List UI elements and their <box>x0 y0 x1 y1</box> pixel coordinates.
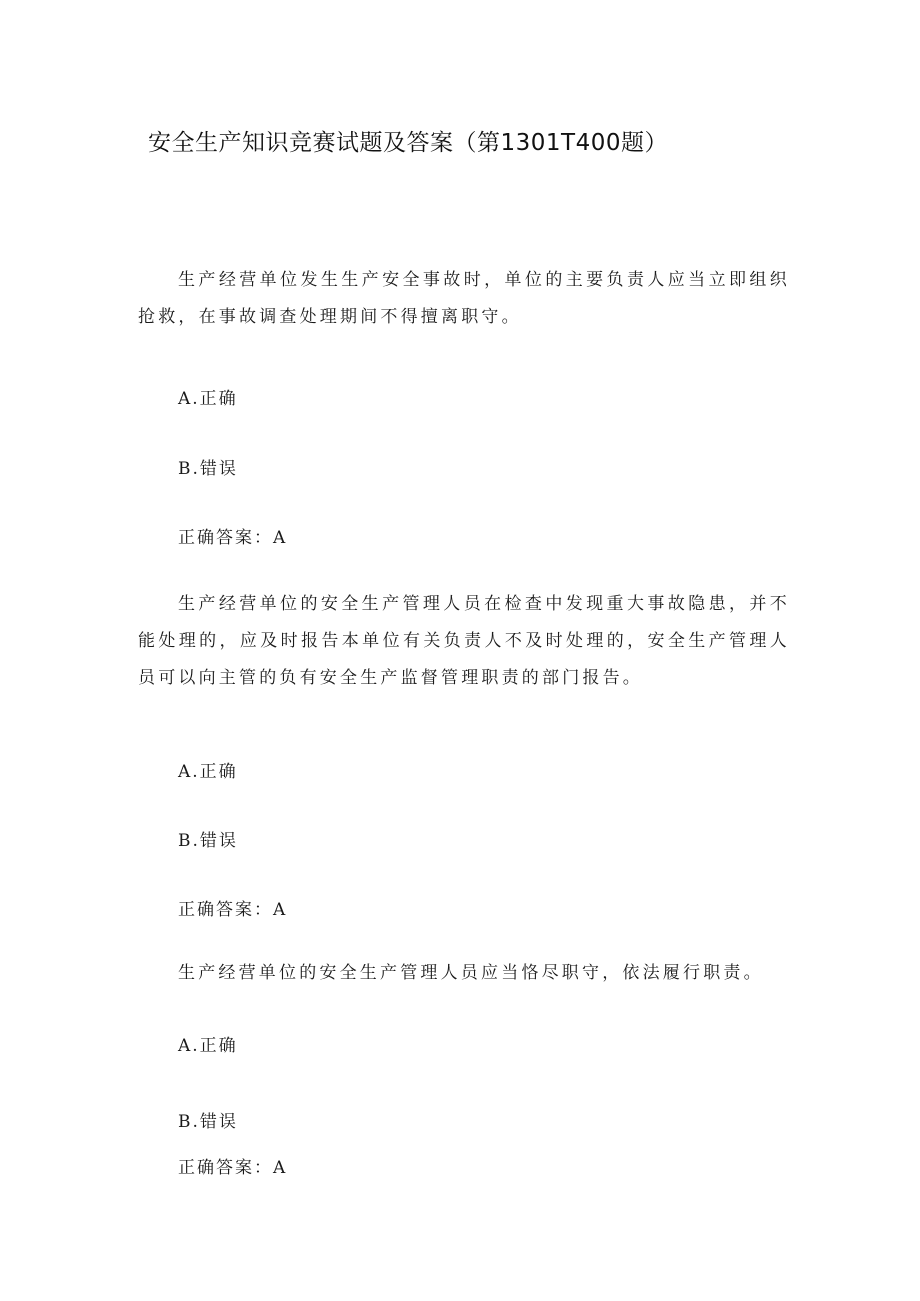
question-3-option-b: B.错误 <box>178 1112 238 1132</box>
question-3-option-a: A.正确 <box>178 1036 238 1056</box>
question-1-option-a: A.正确 <box>178 389 238 409</box>
question-2-answer: 正确答案：A <box>178 900 288 920</box>
question-2-option-b: B.错误 <box>178 831 238 851</box>
question-1-option-b: B.错误 <box>178 459 238 479</box>
document-title: 安全生产知识竞赛试题及答案（第1301T400题） <box>148 130 668 156</box>
question-3-text: 生产经营单位的安全生产管理人员应当恪尽职守，依法履行职责。 <box>178 963 764 983</box>
question-1-text: 生产经营单位发生生产安全事故时，单位的主要负责人应当立即组织抢救，在事故调查处理期间不得擅离职守。 <box>138 270 790 327</box>
question-2-text: 生产经营单位的安全生产管理人员在检查中发现重大事故隐患，并不能处理的，应及时报告本单位有关负责人不及时处理的，安全生产管理人员可以向主管的负有安全生产监督管理职责的部门报告。 <box>138 594 790 688</box>
question-1-answer: 正确答案：A <box>178 528 288 548</box>
question-3-answer: 正确答案：A <box>178 1158 288 1178</box>
question-2-option-a: A.正确 <box>178 762 238 782</box>
